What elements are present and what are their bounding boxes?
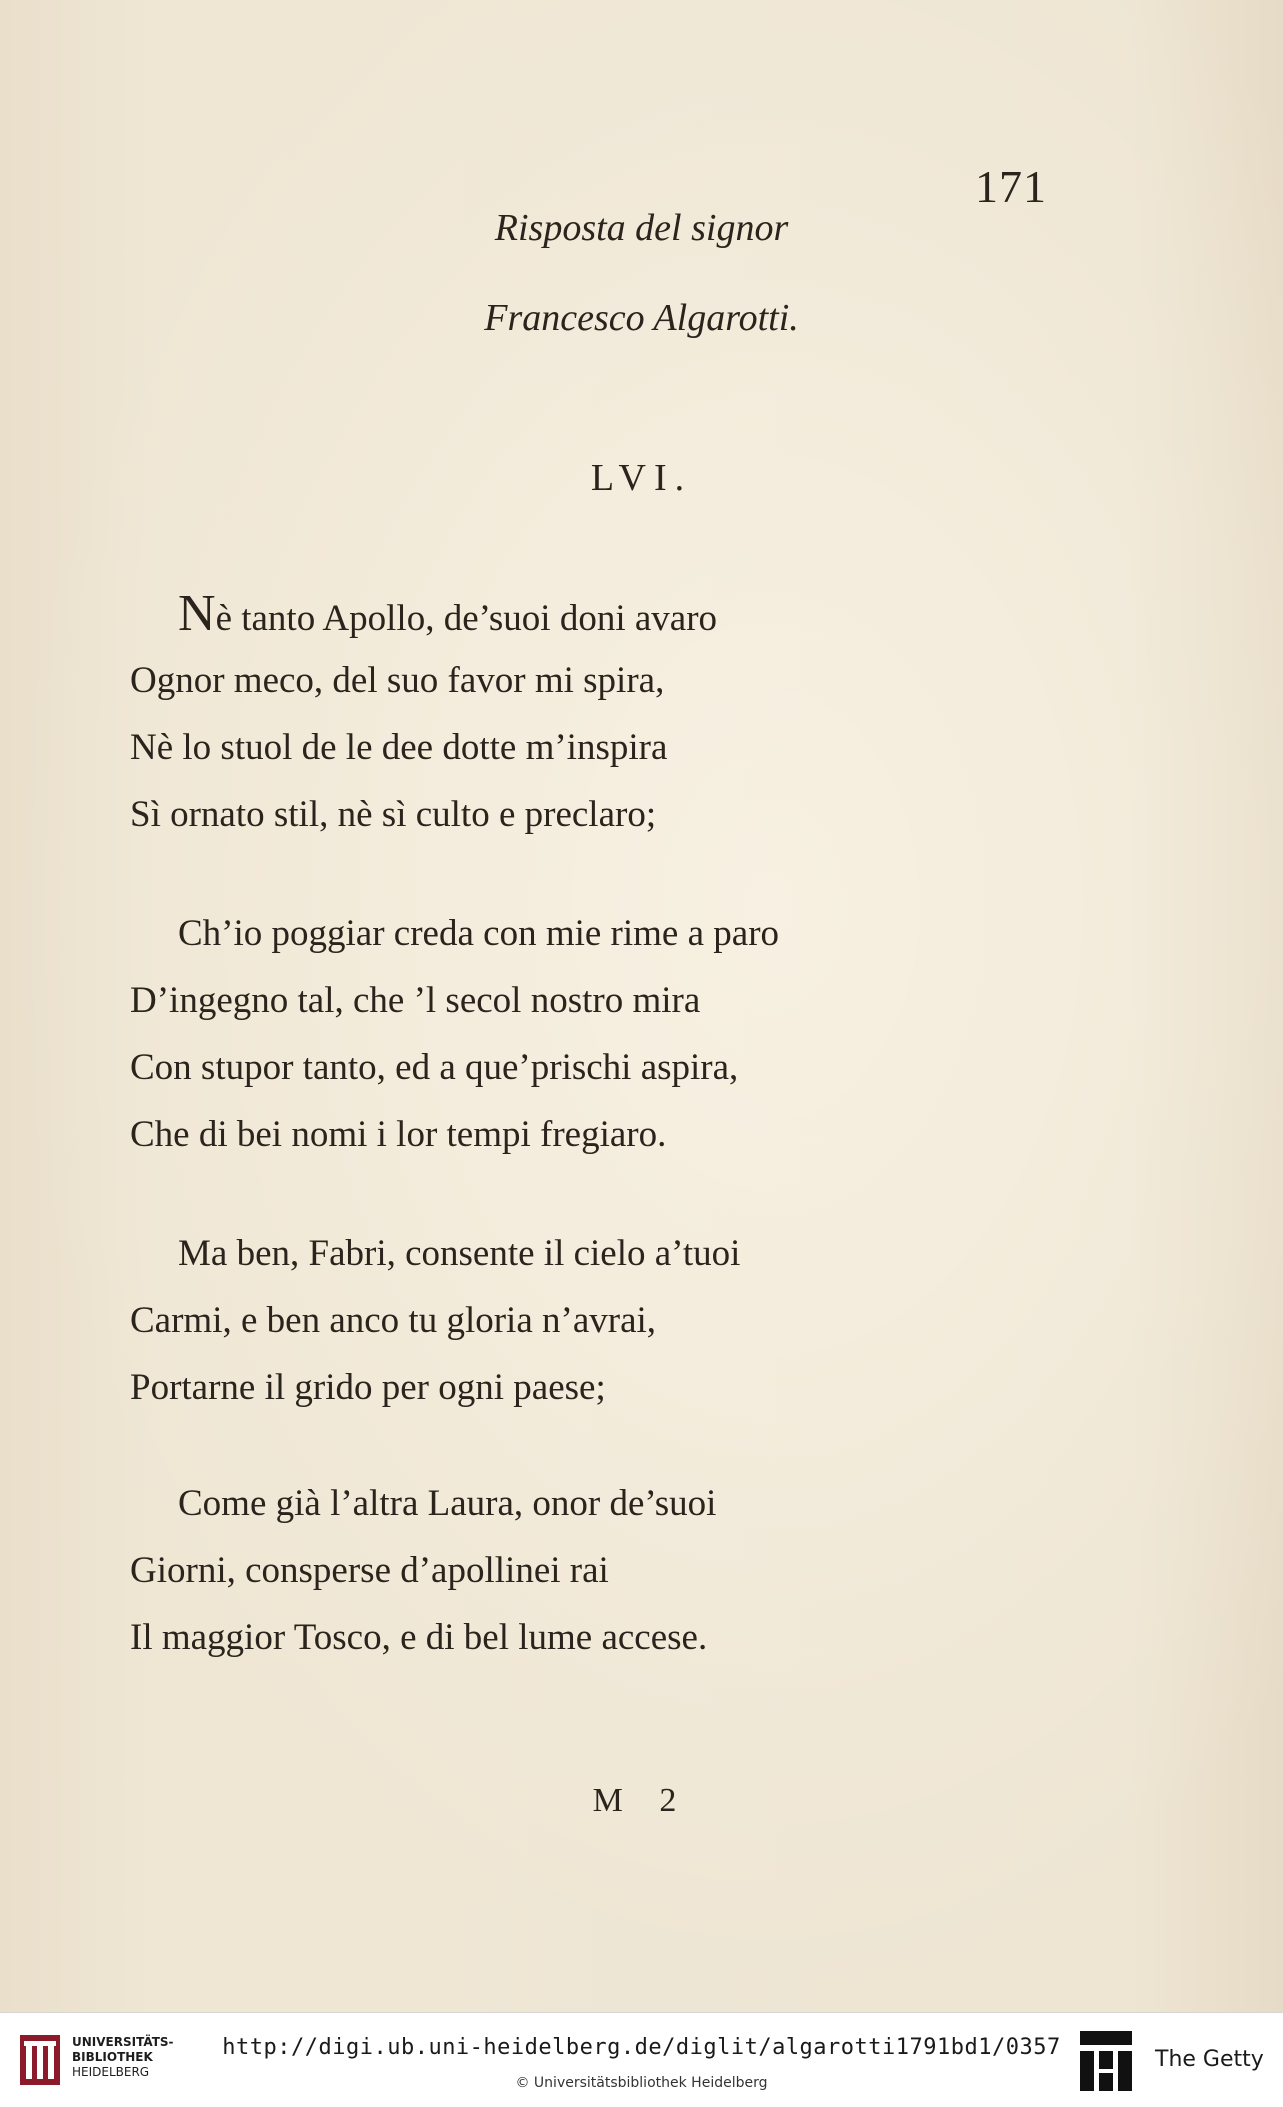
verse-text-rest: è tanto Apollo, de’suoi doni avaro	[215, 598, 718, 639]
verse-line: D’ingegno tal, che ’l secol nostro mira	[130, 980, 701, 1021]
library-name-line: HEIDELBERG	[72, 2065, 150, 2079]
stanza-2	[130, 900, 1080, 1168]
section-number: LVI.	[590, 457, 693, 499]
verse-text	[178, 585, 718, 642]
stanza-4	[130, 1470, 1080, 1671]
verse-line: Con stupor tanto, ed a que’prischi aspira,	[130, 1047, 739, 1088]
copyright-notice: © Universitätsbibliothek Heidelberg	[515, 2075, 768, 2091]
verse-line: Nè lo stuol de le dee dotte m’inspira	[130, 727, 668, 768]
verse-line: Portarne il grido per ogni paese;	[130, 1367, 606, 1408]
poem-title-line-1: Risposta del signor	[494, 207, 789, 249]
verse-line: Giorni, consperse d’apollinei rai	[130, 1550, 609, 1591]
verse-line: Ma ben, Fabri, consente il cielo a’tuoi	[178, 1233, 741, 1274]
verse-line	[130, 580, 1080, 647]
stanza-1	[130, 580, 1080, 848]
permalink-url[interactable]: http://digi.ub.uni-heidelberg.de/diglit/algarotti1791bd1/0357	[222, 2035, 1061, 2060]
stanza-3	[130, 1220, 1080, 1421]
verse-line: Ch’io poggiar creda con mie rime a paro	[178, 913, 780, 954]
verse-line: Il maggior Tosco, e di bel lume accese.	[130, 1617, 708, 1658]
poem-title-line-2: Francesco Algarotti.	[484, 297, 799, 339]
initial-capital: N	[178, 585, 216, 642]
viewer-footer	[0, 2012, 1283, 2107]
signature-mark: M 2	[592, 1782, 691, 1819]
getty-label: The Getty	[1155, 2047, 1264, 2072]
page-number: 171	[975, 161, 1047, 212]
verse-line: Che di bei nomi i lor tempi fregiaro.	[130, 1114, 667, 1155]
verse-line: Come già l’altra Laura, onor de’suoi	[178, 1483, 717, 1524]
library-name-line: BIBLIOTHEK	[72, 2050, 153, 2064]
verse-line: Carmi, e ben anco tu gloria n’avrai,	[130, 1300, 657, 1341]
verse-line: Sì ornato stil, nè sì culto e preclaro;	[130, 794, 657, 835]
getty-logo-icon	[1078, 2029, 1134, 2093]
verse-line: Ognor meco, del suo favor mi spira,	[130, 660, 665, 701]
library-name-line: UNIVERSITÄTS-	[72, 2035, 174, 2049]
